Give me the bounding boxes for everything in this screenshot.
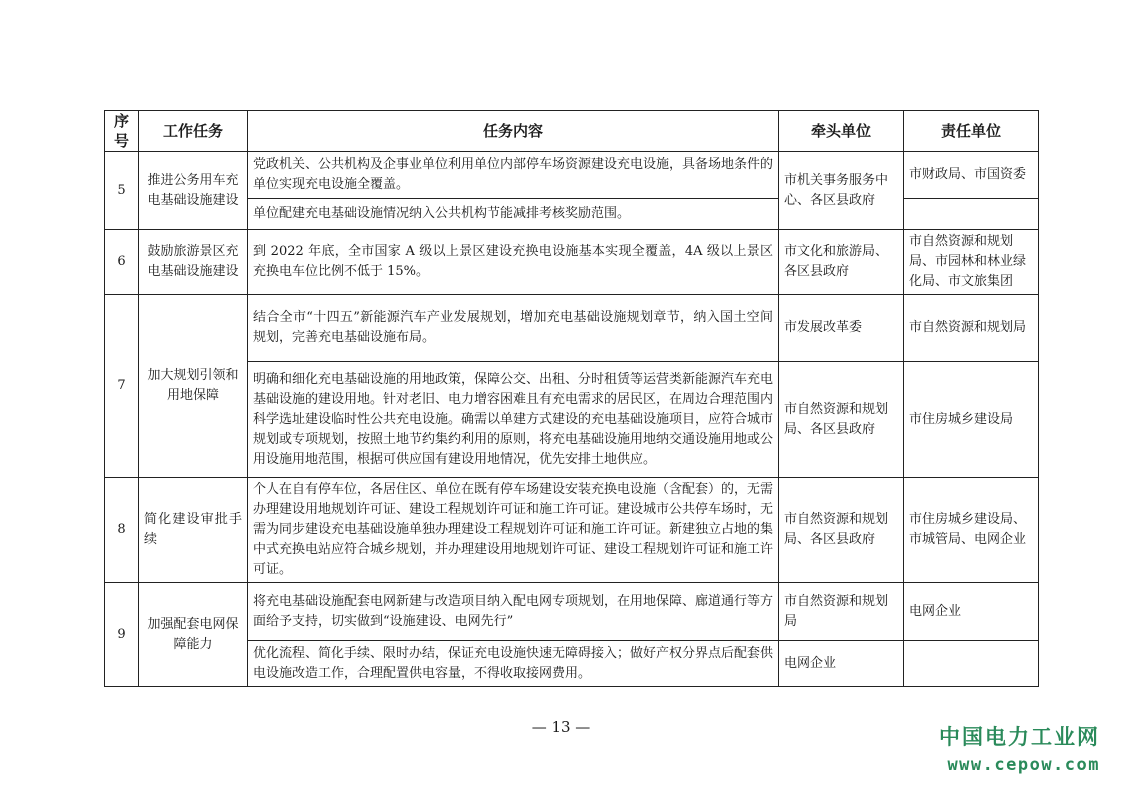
row-content: 党政机关、公共机构及企事业单位利用单位内部停车场资源建设充电设施，具备场地条件的单位实现充电设施全覆盖。 [248,152,779,199]
row-index: 5 [105,152,139,230]
row-responsible: 市自然资源和规划局、市园林和林业绿化局、市文旅集团 [904,230,1039,295]
row-lead: 市机关事务服务中心、各区县政府 [779,152,904,230]
row-content: 结合全市“十四五”新能源汽车产业发展规划，增加充电基础设施规划章节，纳入国土空间规划，完善充电基础设施布局。 [248,295,779,362]
row-responsible [904,199,1039,230]
watermark [939,722,1100,778]
row-content: 优化流程、简化手续、限时办结，保证充电设施快速无障碍接入；做好产权分界点后配套供电设施改造工作，合理配置供电容量，不得收取接网费用。 [248,641,779,687]
header-responsible: 责任单位 [904,111,1039,152]
row-task: 鼓励旅游景区充电基础设施建设 [139,230,248,295]
row-task: 简化建设审批手续 [139,478,248,583]
table-row [105,478,1039,583]
watermark-url: www.cepow.com [947,755,1100,775]
table-row [105,295,1039,362]
header-task: 工作任务 [139,111,248,152]
row-responsible: 市住房城乡建设局、市城管局、电网企业 [904,478,1039,583]
row-index: 6 [105,230,139,295]
header-content: 任务内容 [248,111,779,152]
row-responsible: 市住房城乡建设局 [904,362,1039,478]
header-index: 序号 [105,111,139,152]
row-index: 7 [105,295,139,478]
page-number: — 13 — [531,718,591,736]
row-lead: 市自然资源和规划局、各区县政府 [779,478,904,583]
row-responsible [904,641,1039,687]
row-responsible: 电网企业 [904,583,1039,641]
watermark-name: 中国电力工业网 [939,725,1100,749]
table-row [105,583,1039,641]
table-row [105,152,1039,199]
table-header-row [105,111,1039,152]
row-task: 推进公务用车充电基础设施建设 [139,152,248,230]
row-lead: 电网企业 [779,641,904,687]
row-content: 明确和细化充电基础设施的用地政策，保障公交、出租、分时租赁等运营类新能源汽车充电基础设施的建设用地。针对老旧、电力增容困难且有充电需求的居民区，在周边合理范围内科学选址建设临时性公共充电设施。确需以单建方式建设的充电基础设施项目，应符合城市规划或专项规划，按照土地节约集约利用的原则，将充电基础设施用地纳交通设施用地或公用设施用地范围，根据可供应国有建设用地情况，优先安排土地供应。 [248,362,779,478]
row-responsible: 市财政局、市国资委 [904,152,1039,199]
row-responsible: 市自然资源和规划局 [904,295,1039,362]
row-lead: 市文化和旅游局、各区县政府 [779,230,904,295]
row-index: 9 [105,583,139,687]
row-content: 单位配建充电基础设施情况纳入公共机构节能减排考核奖励范围。 [248,199,779,230]
row-content: 到 2022 年底，全市国家 A 级以上景区建设充换电设施基本实现全覆盖，4A 级以上景区充换电车位比例不低于 15%。 [248,230,779,295]
row-index: 8 [105,478,139,583]
row-task: 加大规划引领和用地保障 [139,295,248,478]
row-task: 加强配套电网保障能力 [139,583,248,687]
table-row [105,230,1039,295]
row-lead: 市自然资源和规划局 [779,583,904,641]
row-content: 个人在自有停车位，各居住区、单位在既有停车场建设安装充换电设施（含配套）的，无需办理建设用地规划许可证、建设工程规划许可证和施工许可证。建设城市公共停车场时，无需为同步建设充电基础设施单独办理建设工程规划许可证和施工许可证。新建独立占地的集中式充换电站应符合城乡规划，并办理建设用地规划许可证、建设工程规划许可证和施工许可证。 [248,478,779,583]
row-lead: 市发展改革委 [779,295,904,362]
header-lead: 牵头单位 [779,111,904,152]
row-lead: 市自然资源和规划局、各区县政府 [779,362,904,478]
task-table [104,110,1039,687]
row-content: 将充电基础设施配套电网新建与改造项目纳入配电网专项规划，在用地保障、廊道通行等方面给予支持，切实做到“设施建设、电网先行” [248,583,779,641]
